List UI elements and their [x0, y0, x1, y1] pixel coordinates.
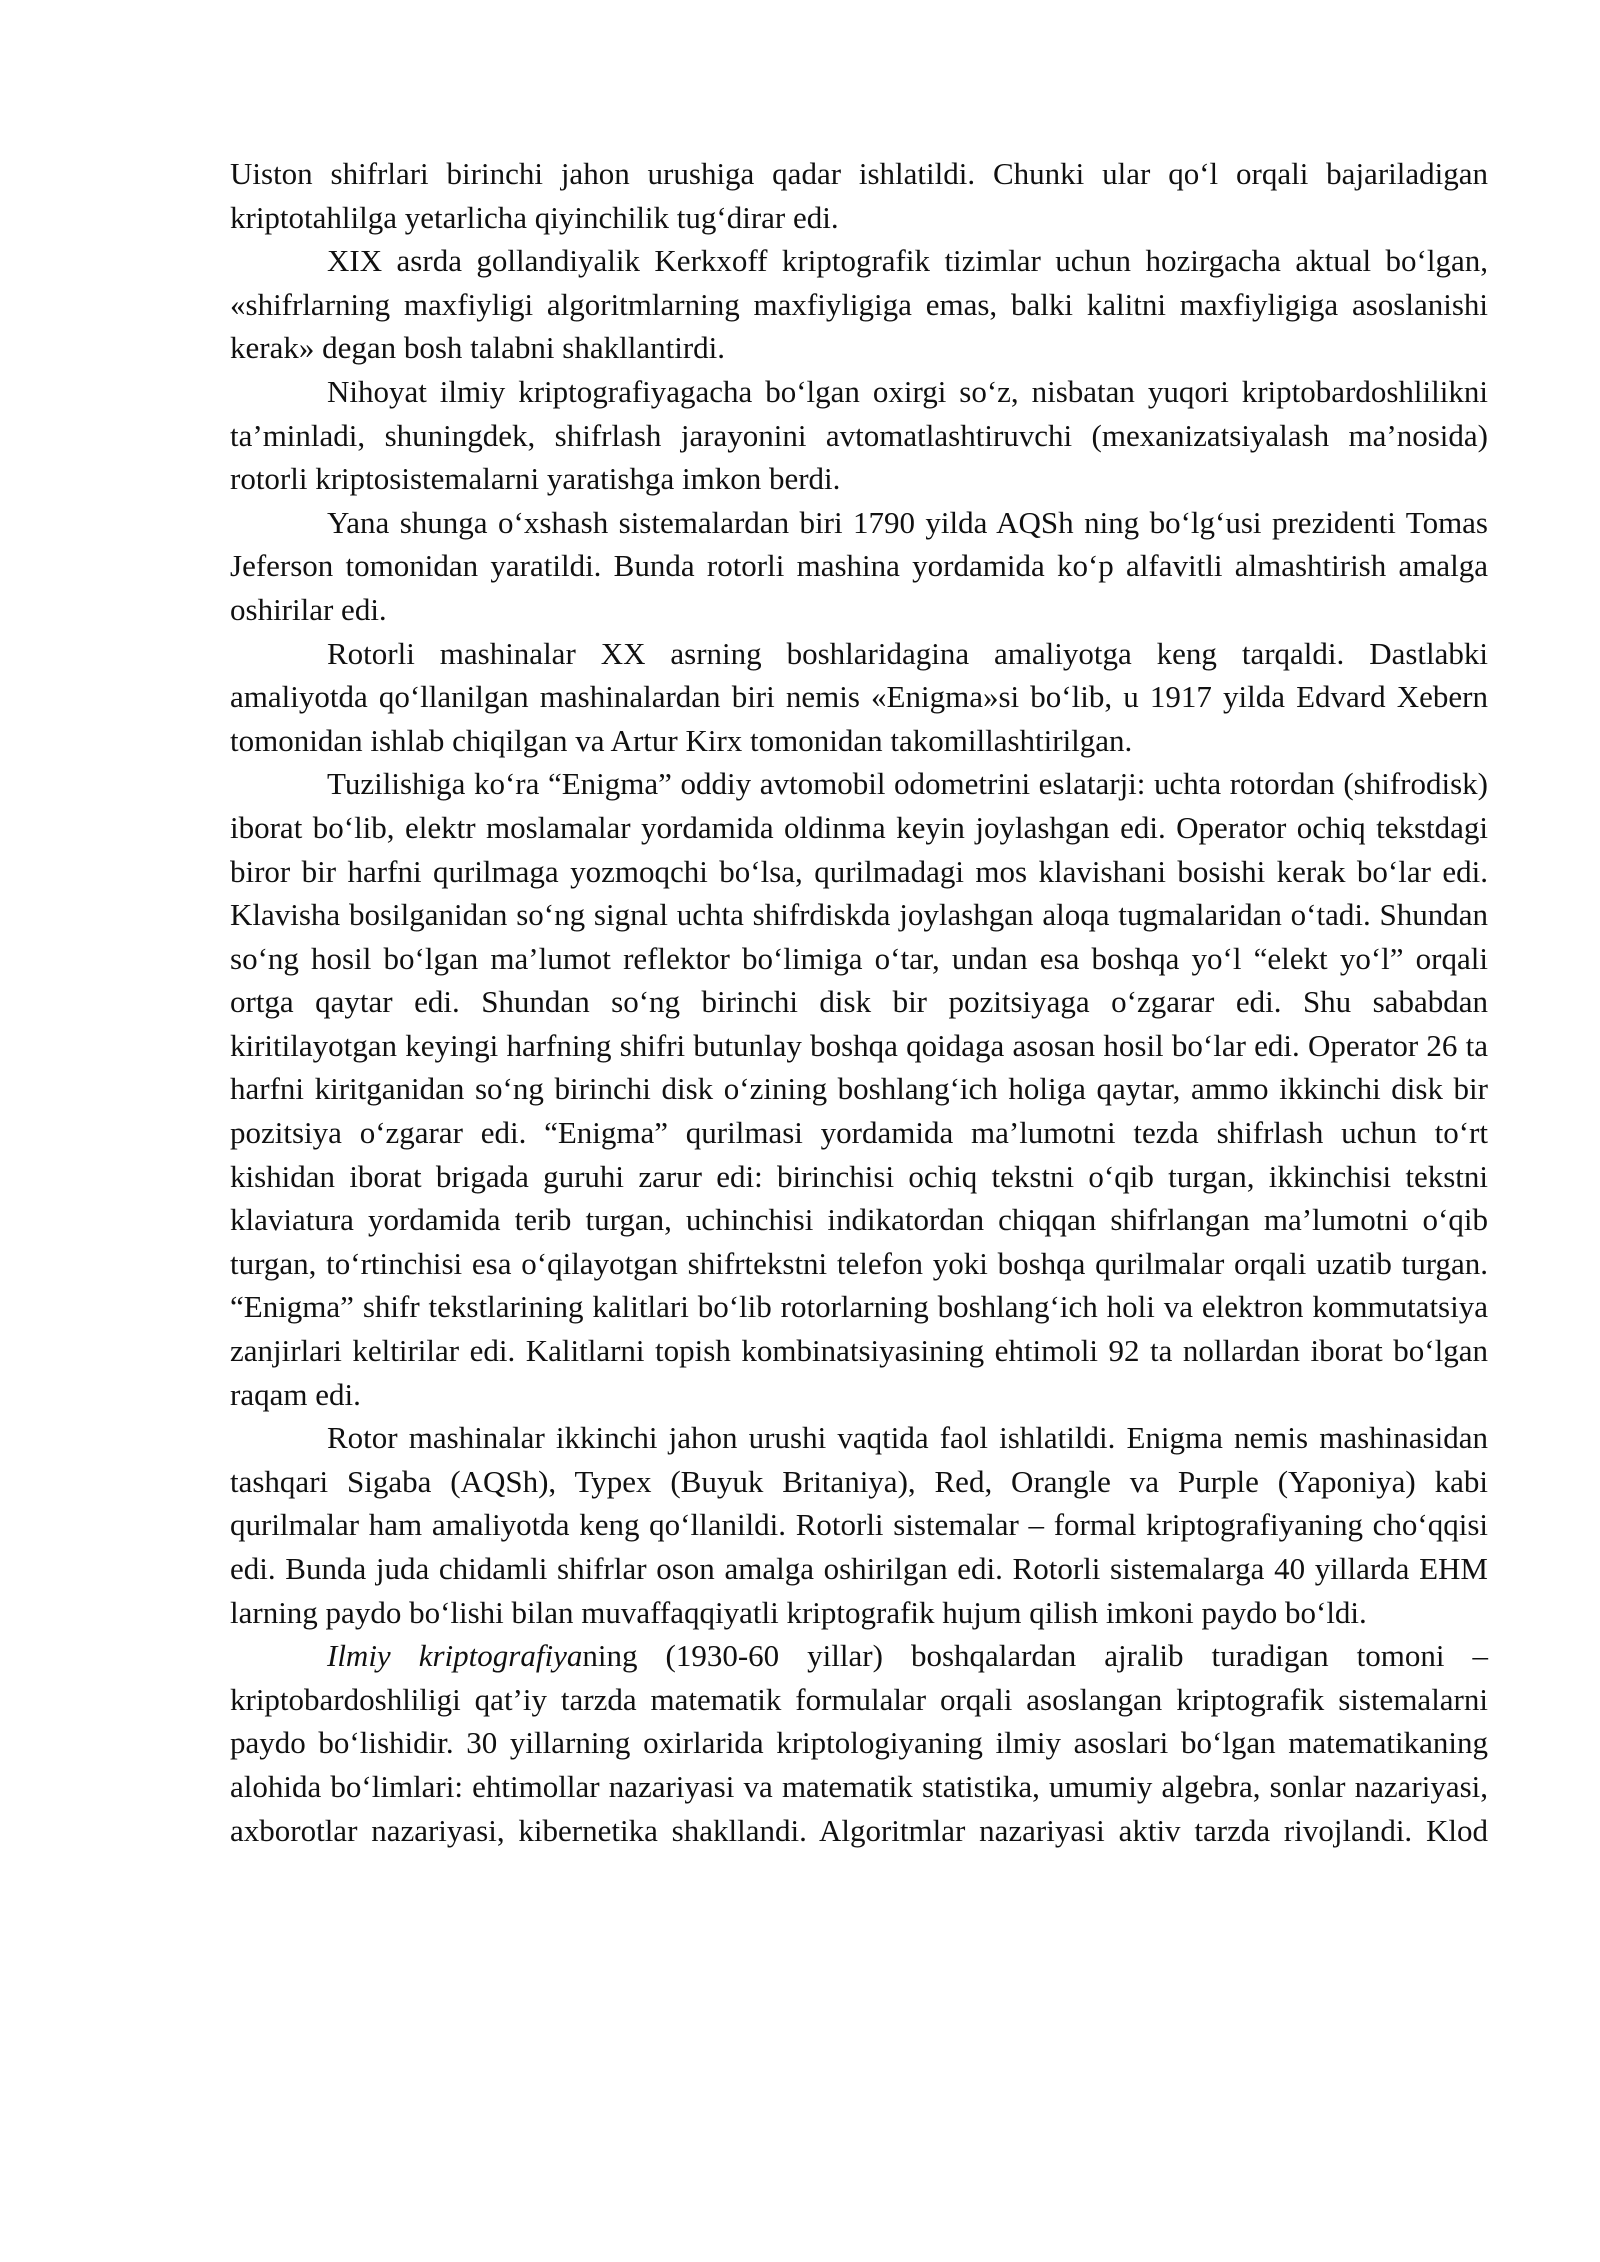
paragraph-8: [230, 1634, 1488, 1852]
body-text: [230, 152, 1488, 1852]
paragraph-1: Uiston shifrlari birinchi jahon urushiga qadar ishlatildi. Chunki ular qo‘l orqali bajariladigan kriptotahlilga yetarlicha qiyinchilik tug‘dirar edi.: [230, 156, 1488, 235]
paragraph-8-text: ning (1930-60 yillar) boshqalardan ajralib turadigan tomoni – kriptobardoshliligi qat’iy tarzda matematik formulalar orqali asoslangan kriptografik sistemalarni paydo bo‘lishidir. 30 yillarning oxirlarida kriptologiyaning ilmiy asoslari bo‘lgan matematikaning alohida bo‘limlari: ehtimollar nazariyasi va matematik statistika, umumiy algebra, sonlar nazariyasi, axborotlar nazariyasi, kibernetika shakllandi. Algoritmlar nazariyasi aktiv tarzda rivojlandi. Klod: [230, 1638, 1488, 1848]
italic-term: Ilmiy kriptografiya: [327, 1638, 583, 1674]
paragraph-2: XIX asrda gollandiyalik Kerkxoff kriptografik tizimlar uchun hozirgacha aktual bo‘lgan, «shifrlarning maxfiyligi algoritmlarning maxfiyligiga emas, balki kalitni maxfiyligiga asoslanishi kerak» degan bosh talabni shakllantirdi.: [230, 243, 1488, 366]
paragraph-4: Yana shunga o‘xshash sistemalardan biri 1790 yilda AQSh ning bo‘lg‘usi prezidenti Tomas Jeferson tomonidan yaratildi. Bunda rotorli mashina yordamida ko‘p alfavitli almashtirish amalga oshirilar edi.: [230, 504, 1488, 627]
paragraph-6: Tuzilishiga ko‘ra “Enigma” oddiy avtomobil odometrini eslatarji: uchta rotordan (shifrodisk) iborat bo‘lib, elektr moslamalar yordamida oldinma keyin joylashgan edi. Operator ochiq tekstdagi biror bir harfni qurilmaga yozmoqchi bo‘lsa, qurilmadagi mos klavishani bosishi kerak bo‘lar edi. Klavisha bosilganidan so‘ng signal uchta shifrdiskda joylashgan aloqa tugmalaridan o‘tadi. Shundan so‘ng hosil bo‘lgan ma’lumot reflektor bo‘limiga o‘tar, undan esa boshqa yo‘l “elekt yo‘l” orqali ortga qaytar edi. Shundan so‘ng birinchi disk bir pozitsiyaga o‘zgarar edi. Shu sababdan kiritilayotgan keyingi harfning shifri butunlay boshqa qoidaga asosan hosil bo‘lar edi. Operator 26 ta harfni kiritganidan so‘ng birinchi disk o‘zining boshlang‘ich holiga qaytar, ammo ikkinchi disk bir pozitsiya o‘zgarar edi. “Enigma” qurilmasi yordamida ma’lumotni tezda shifrlash uchun to‘rt kishidan iborat brigada guruhi zarur edi: birinchisi ochiq tekstni o‘qib turgan, ikkinchisi tekstni klaviatura yordamida terib turgan, uchinchisi indikatordan chiqqan shifrlangan ma’lumotni o‘qib turgan, to‘rtinchisi esa o‘qilayotgan shifrtekstni telefon yoki boshqa qurilmalar orqali uzatib turgan. “Enigma” shifr tekstlarining kalitlari bo‘lib rotorlarning boshlang‘ich holi va elektron kommutatsiya zanjirlari keltirilar edi. Kalitlarni topish kombinatsiyasining ehtimoli 92 ta nollardan iborat bo‘lgan raqam edi.: [230, 766, 1488, 1412]
paragraph-5: Rotorli mashinalar XX asrning boshlaridagina amaliyotga keng tarqaldi. Dastlabki amaliyotda qo‘llanilgan mashinalardan biri nemis «Enigma»si bo‘lib, u 1917 yilda Edvard Xebern tomonidan ishlab chiqilgan va Artur Kirx tomonidan takomillashtirilgan.: [230, 635, 1488, 758]
paragraph-3: Nihoyat ilmiy kriptografiyagacha bo‘lgan oxirgi so‘z, nisbatan yuqori kriptobardoshlilikni ta’minladi, shuningdek, shifrlash jarayonini avtomatlashtiruvchi (mexanizatsiyalash ma’nosida) rotorli kriptosistemalarni yaratishga imkon berdi.: [230, 373, 1488, 497]
paragraph-7: Rotor mashinalar ikkinchi jahon urushi vaqtida faol ishlatildi. Enigma nemis mashinasidan tashqari Sigaba (AQSh), Typex (Buyuk Britaniya), Red, Orangle va Purple (Yaponiya) kabi qurilmalar ham amaliyotda keng qo‘llanildi. Rotorli sistemalar – formal kriptografiyaning cho‘qqisi edi. Bunda juda chidamli shifrlar oson amalga oshirilgan edi. Rotorli sistemalarga 40 yillarda EHM larning paydo bo‘lishi bilan muvaffaqqiyatli kriptografik hujum qilish imkoni paydo bo‘ldi.: [230, 1420, 1488, 1630]
